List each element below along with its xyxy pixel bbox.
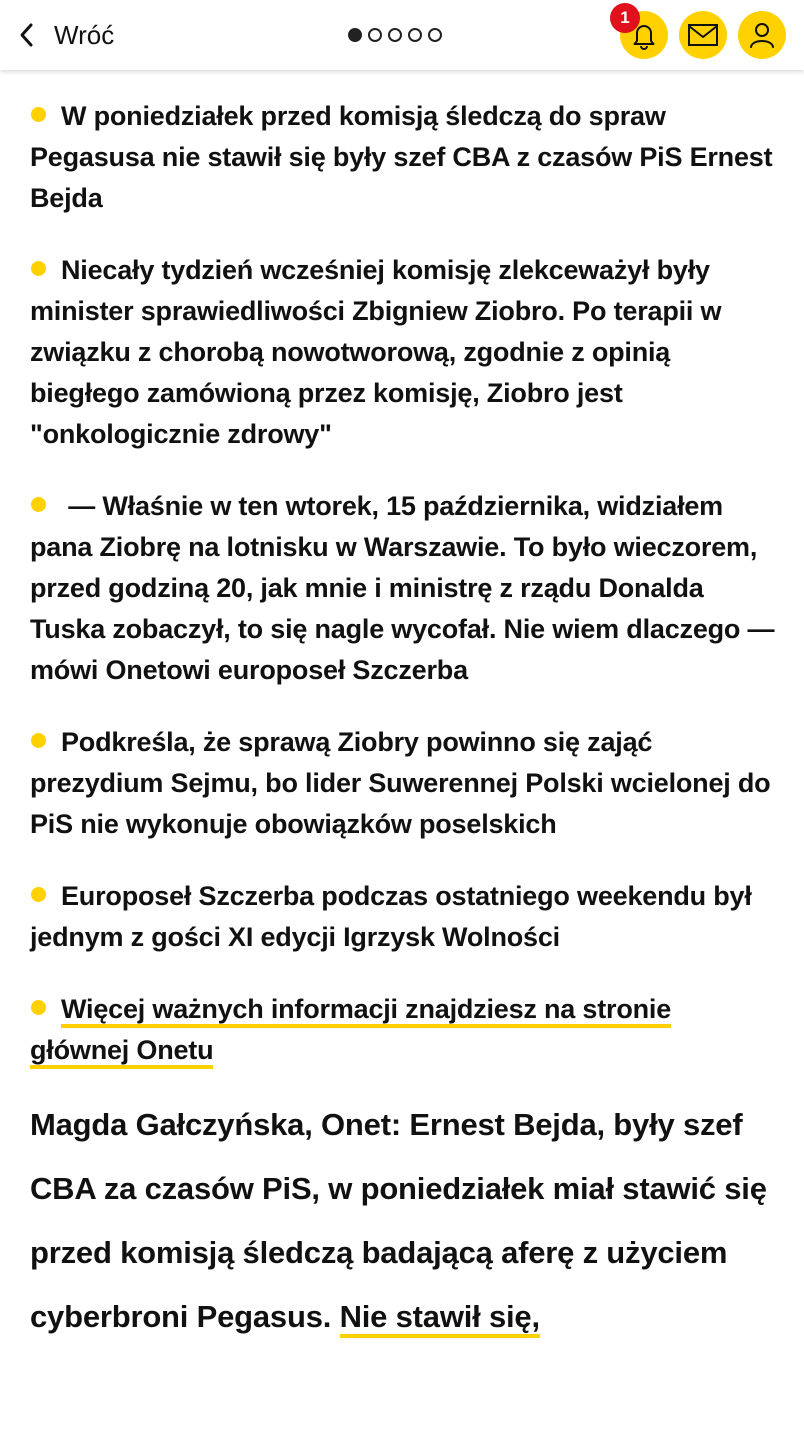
carousel-dot[interactable] [388,28,402,42]
bullet-dot [31,261,46,276]
list-item [30,722,775,845]
list-item [30,486,782,691]
bullet-dot [31,887,46,902]
list-item [30,96,775,219]
top-bar [0,0,804,70]
messages-button[interactable] [679,11,727,59]
homepage-link[interactable]: Więcej ważnych informacji znajdziesz na stronie głównej Onetu [30,994,671,1069]
carousel-dot[interactable] [368,28,382,42]
bullet-dot [31,733,46,748]
bullet-dot [31,107,46,122]
chevron-left-icon [18,22,34,48]
carousel-dot[interactable] [428,28,442,42]
bullet-text: Europoseł Szczerba podczas ostatniego weekendu był jednym z gości XI edycji Igrzysk Wolności [30,881,752,952]
lead-text: Magda Gałczyńska, Onet: Ernest Bejda, były szef CBA za czasów PiS, w poniedziałek miał stawić się przed komisją śledczą badającą aferę z użyciem cyberbroni Pegasus. [30,1107,776,1334]
carousel-dot[interactable] [408,28,422,42]
list-item [30,250,775,455]
article-lead [30,1093,775,1349]
bullet-dot [31,1000,46,1015]
bullet-text: — Właśnie w ten wtorek, 15 października, widziałem pana Ziobrę na lotnisku w Warszawie. To było wieczorem, przed godziną 20, jak mnie i ministrę z rządu Donalda Tuska zobaczył, to się nagle wycofał. Nie wiem dlaczego — mówi Onetowi europoseł Szczerba [30,491,782,685]
profile-button[interactable] [738,11,786,59]
summary-bullets [30,96,782,1071]
bullet-text: W poniedziałek przed komisją śledczą do spraw Pegasusa nie stawił się były szef CBA z czasów PiS Ernest Bejda [30,101,773,213]
user-icon [747,20,777,50]
carousel-dot[interactable] [348,28,362,42]
list-item [30,876,775,958]
carousel-dots [348,28,442,42]
notification-badge: 1 [610,3,640,33]
bullet-dot [31,497,46,512]
list-item [30,989,775,1071]
lead-link[interactable]: Nie stawił się, [340,1299,540,1338]
article-content [30,96,782,1349]
bullet-text: Niecały tydzień wcześniej komisję zlekceważył były minister sprawiedliwości Zbigniew Ziobro. Po terapii w związku z chorobą nowotworową, zgodnie z opinią biegłego zamówioną przez komisję, Ziobro jest "onkologicznie zdrowy" [30,255,722,449]
back-label: Wróć [54,19,115,50]
back-button[interactable] [18,14,114,56]
envelope-icon [687,23,719,47]
bullet-text: Podkreśla, że sprawą Ziobry powinno się zająć prezydium Sejmu, bo lider Suwerennej Polski wcielonej do PiS nie wykonuje obowiązków poselskich [30,727,771,839]
